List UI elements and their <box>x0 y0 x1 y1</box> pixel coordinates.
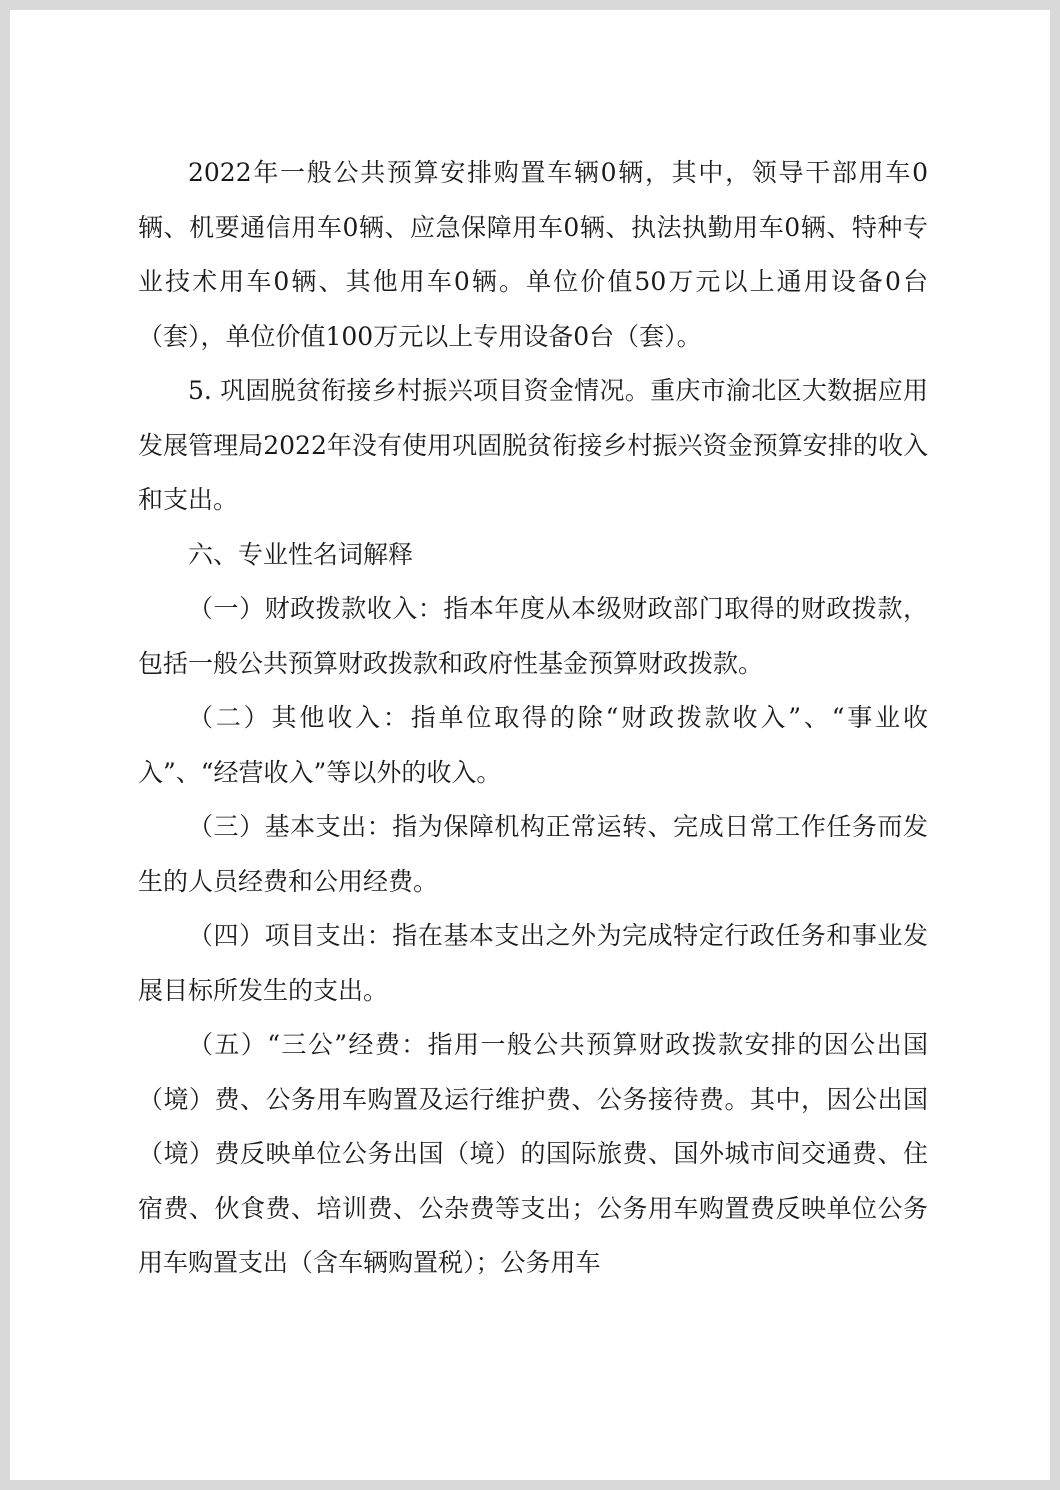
document-body <box>138 146 928 1291</box>
document-page <box>10 10 1050 1480</box>
definition-fiscal-appropriation-income: （一）财政拨款收入：指本年度从本级财政部门取得的财政拨款，包括一般公共预算财政拨款和政府性基金预算财政拨款。 <box>138 594 928 678</box>
paragraph-rural-revitalization-funds: 5. 巩固脱贫衔接乡村振兴项目资金情况。重庆市渝北区大数据应用发展管理局2022年没有使用巩固脱贫衔接乡村振兴资金预算安排的收入和支出。 <box>138 376 928 514</box>
paragraph-vehicle-purchase: 2022年一般公共预算安排购置车辆0辆，其中，领导干部用车0辆、机要通信用车0辆、应急保障用车0辆、执法执勤用车0辆、特种专业技术用车0辆、其他用车0辆。单位价值50万元以上通用设备0台（套），单位价值100万元以上专用设备0台（套）。 <box>138 158 928 351</box>
definition-basic-expenditure: （三）基本支出：指为保障机构正常运转、完成日常工作任务而发生的人员经费和公用经费。 <box>138 812 928 896</box>
definition-three-public-expenses: （五）“三公”经费：指用一般公共预算财政拨款安排的因公出国（境）费、公务用车购置及运行维护费、公务接待费。其中，因公出国（境）费反映单位公务出国（境）的国际旅费、国外城市间交通费、住宿费、伙食费、培训费、公杂费等支出；公务用车购置费反映单位公务用车购置支出（含车辆购置税）；公务用车 <box>138 1030 928 1277</box>
section-heading-terminology: 六、专业性名词解释 <box>188 539 414 569</box>
definition-other-income: （二）其他收入：指单位取得的除“财政拨款收入”、“事业收入”、“经营收入”等以外的收入。 <box>138 703 928 787</box>
definition-project-expenditure: （四）项目支出：指在基本支出之外为完成特定行政任务和事业发展目标所发生的支出。 <box>138 921 928 1005</box>
